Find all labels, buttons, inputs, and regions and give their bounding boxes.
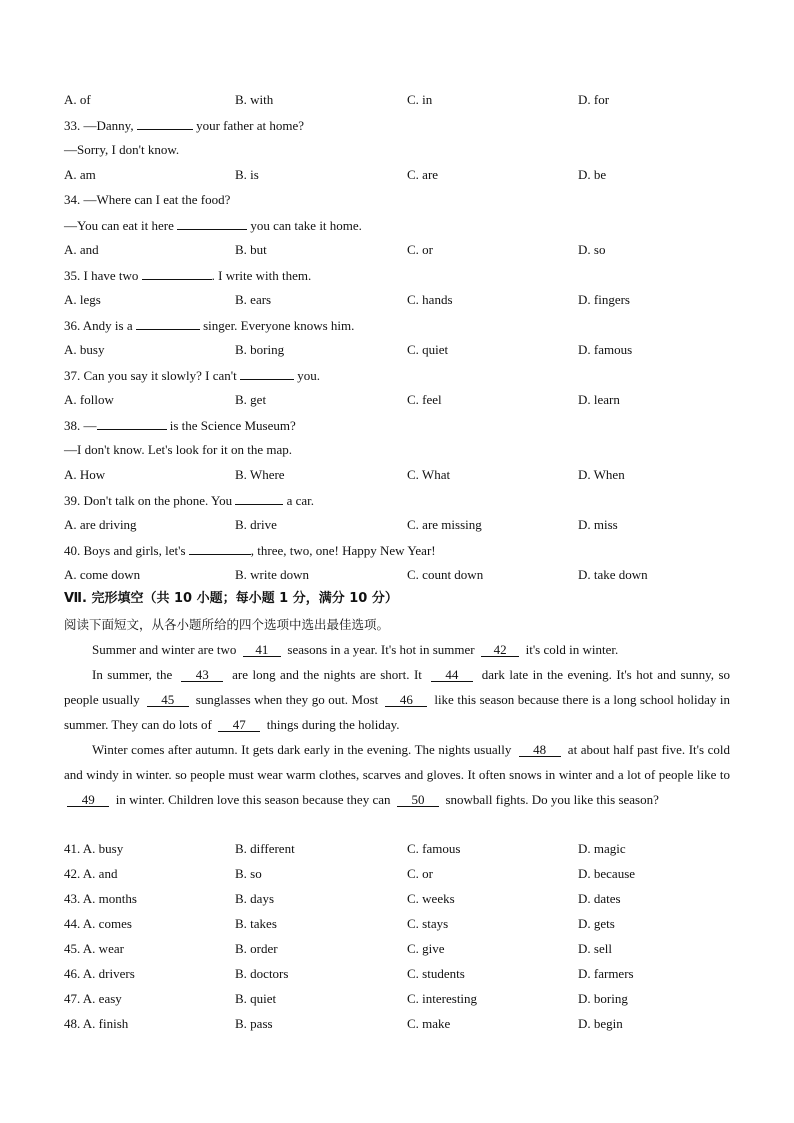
q33-option-c: C. are	[407, 167, 439, 182]
question-36-stem: 36. Andy is a singer. Everyone knows him.	[64, 318, 355, 333]
q37-option-b: B. get	[235, 392, 267, 407]
q36-option-c: C. quiet	[407, 342, 449, 357]
q37-option-a: A. follow	[64, 392, 114, 407]
q40-option-c: C. count down	[407, 567, 484, 582]
q33-option-a: A. am	[64, 167, 96, 182]
q37-option-c: C. feel	[407, 392, 442, 407]
q38-option-d: D. When	[578, 467, 625, 482]
answer-blank	[240, 367, 294, 380]
cloze-43-option-b: B. days	[235, 891, 274, 906]
question-37-stem: 37. Can you say it slowly? I can't you.	[64, 368, 321, 383]
cloze-48-option-a: 48. A. finish	[64, 1016, 129, 1031]
cloze-47-option-a: 47. A. easy	[64, 991, 122, 1006]
cloze-46-option-b: B. doctors	[235, 966, 289, 981]
answer-blank	[97, 417, 167, 430]
q36-option-b: B. boring	[235, 342, 285, 357]
cloze-48-option-b: B. pass	[235, 1016, 273, 1031]
q34-option-c: C. or	[407, 242, 433, 257]
cloze-41-option-d: D. magic	[578, 841, 626, 856]
q36-option-a: A. busy	[64, 342, 105, 357]
blank-number: 44	[431, 668, 473, 682]
blank-number: 47	[218, 718, 260, 732]
cloze-42-option-b: B. so	[235, 866, 262, 881]
answer-blank	[136, 317, 200, 330]
cloze-43-option-a: 43. A. months	[64, 891, 137, 906]
q39-option-c: C. are missing	[407, 517, 482, 532]
cloze-41-option-c: C. famous	[407, 841, 461, 856]
q33-option-b: B. is	[235, 167, 259, 182]
q40-option-b: B. write down	[235, 567, 310, 582]
q38-option-a: A. How	[64, 467, 106, 482]
q39-option-d: D. miss	[578, 517, 618, 532]
passage-paragraph-1: Summer and winter are two 41 seasons in a year. It's hot in summer 42 it's cold in winter.	[92, 642, 619, 657]
q34-option-d: D. so	[578, 242, 606, 257]
cloze-42-option-c: C. or	[407, 866, 433, 881]
passage-paragraph-2: In summer, the 43 are long and the nights are short. It 44 dark late in the evening. It's hot and sunny, so people usually 45 sunglasses when they go out. Most 46 like this season because there is a long school holiday in summer. They can do lots of 47 things during the holiday.	[64, 667, 731, 732]
q33-option-d: D. be	[578, 167, 607, 182]
q36-option-d: D. famous	[578, 342, 633, 357]
q40-option-d: D. take down	[578, 567, 648, 582]
cloze-42-option-d: D. because	[578, 866, 636, 881]
top-option-d: D. for	[578, 92, 610, 107]
cloze-44-option-d: D. gets	[578, 916, 615, 931]
top-option-b: B. with	[235, 92, 274, 107]
q35-option-c: C. hands	[407, 292, 453, 307]
cloze-43-option-c: C. weeks	[407, 891, 455, 906]
cloze-41-option-a: 41. A. busy	[64, 841, 124, 856]
cloze-46-option-c: C. students	[407, 966, 465, 981]
cloze-45-option-a: 45. A. wear	[64, 941, 124, 956]
blank-number: 43	[181, 668, 223, 682]
q35-option-d: D. fingers	[578, 292, 630, 307]
q35-option-a: A. legs	[64, 292, 101, 307]
answer-blank	[177, 217, 247, 230]
question-35-stem: 35. I have two . I write with them.	[64, 268, 312, 283]
question-33-response: —Sorry, I don't know.	[64, 142, 180, 157]
question-39-stem: 39. Don't talk on the phone. You a car.	[64, 493, 315, 508]
q35-option-b: B. ears	[235, 292, 272, 307]
blank-number: 50	[397, 793, 439, 807]
cloze-45-option-d: D. sell	[578, 941, 612, 956]
cloze-45-option-b: B. order	[235, 941, 278, 956]
blank-number: 48	[519, 743, 561, 757]
cloze-42-option-a: 42. A. and	[64, 866, 118, 881]
q34-option-b: B. but	[235, 242, 267, 257]
question-40-stem: 40. Boys and girls, let's , three, two, one! Happy New Year!	[64, 543, 436, 558]
cloze-47-option-b: B. quiet	[235, 991, 277, 1006]
blank-number: 42	[481, 643, 519, 657]
question-34-stem: 34. —Where can I eat the food?	[64, 192, 231, 207]
cloze-48-option-c: C. make	[407, 1016, 451, 1031]
answer-blank	[189, 542, 251, 555]
cloze-46-option-d: D. farmers	[578, 966, 634, 981]
question-33-stem: 33. —Danny, your father at home?	[64, 118, 305, 133]
cloze-48-option-d: D. begin	[578, 1016, 623, 1031]
section-instruction: 阅读下面短文，从各小题所给的四个选项中选出最佳选项。	[64, 617, 390, 632]
top-option-c: C. in	[407, 92, 433, 107]
q34-option-a: A. and	[64, 242, 99, 257]
q39-option-a: A. are driving	[64, 517, 137, 532]
q40-option-a: A. come down	[64, 567, 141, 582]
question-38-response: —I don't know. Let's look for it on the map.	[64, 442, 293, 457]
question-34-response: —You can eat it here you can take it home.	[64, 218, 362, 233]
cloze-47-option-c: C. interesting	[407, 991, 478, 1006]
cloze-44-option-c: C. stays	[407, 916, 449, 931]
blank-number: 49	[67, 793, 109, 807]
answer-blank	[142, 267, 212, 280]
q39-option-b: B. drive	[235, 517, 277, 532]
passage-paragraph-3: Winter comes after autumn. It gets dark early in the evening. The nights usually 48 at about half past five. It's cold and windy in winter. so people must wear warm clothes, scarves and gloves. It often snows in winter and a lot of people like to 49 in winter. Children love this season because they can 50 snowball fights. Do you like this season?	[64, 742, 731, 807]
q38-option-c: C. What	[407, 467, 451, 482]
blank-number: 45	[147, 693, 189, 707]
cloze-45-option-c: C. give	[407, 941, 445, 956]
answer-blank	[137, 117, 193, 130]
blank-number: 41	[243, 643, 281, 657]
question-38-stem: 38. — is the Science Museum?	[64, 418, 296, 433]
section-heading: Ⅶ. 完形填空（共 10 小题；每小题 1 分，满分 10 分）	[64, 591, 398, 606]
q38-option-b: B. Where	[235, 467, 285, 482]
cloze-44-option-a: 44. A. comes	[64, 916, 132, 931]
cloze-43-option-d: D. dates	[578, 891, 621, 906]
cloze-47-option-d: D. boring	[578, 991, 628, 1006]
cloze-46-option-a: 46. A. drivers	[64, 966, 135, 981]
top-option-a: A. of	[64, 92, 91, 107]
answer-blank	[235, 492, 283, 505]
cloze-44-option-b: B. takes	[235, 916, 277, 931]
cloze-41-option-b: B. different	[235, 841, 295, 856]
q37-option-d: D. learn	[578, 392, 620, 407]
blank-number: 46	[385, 693, 427, 707]
